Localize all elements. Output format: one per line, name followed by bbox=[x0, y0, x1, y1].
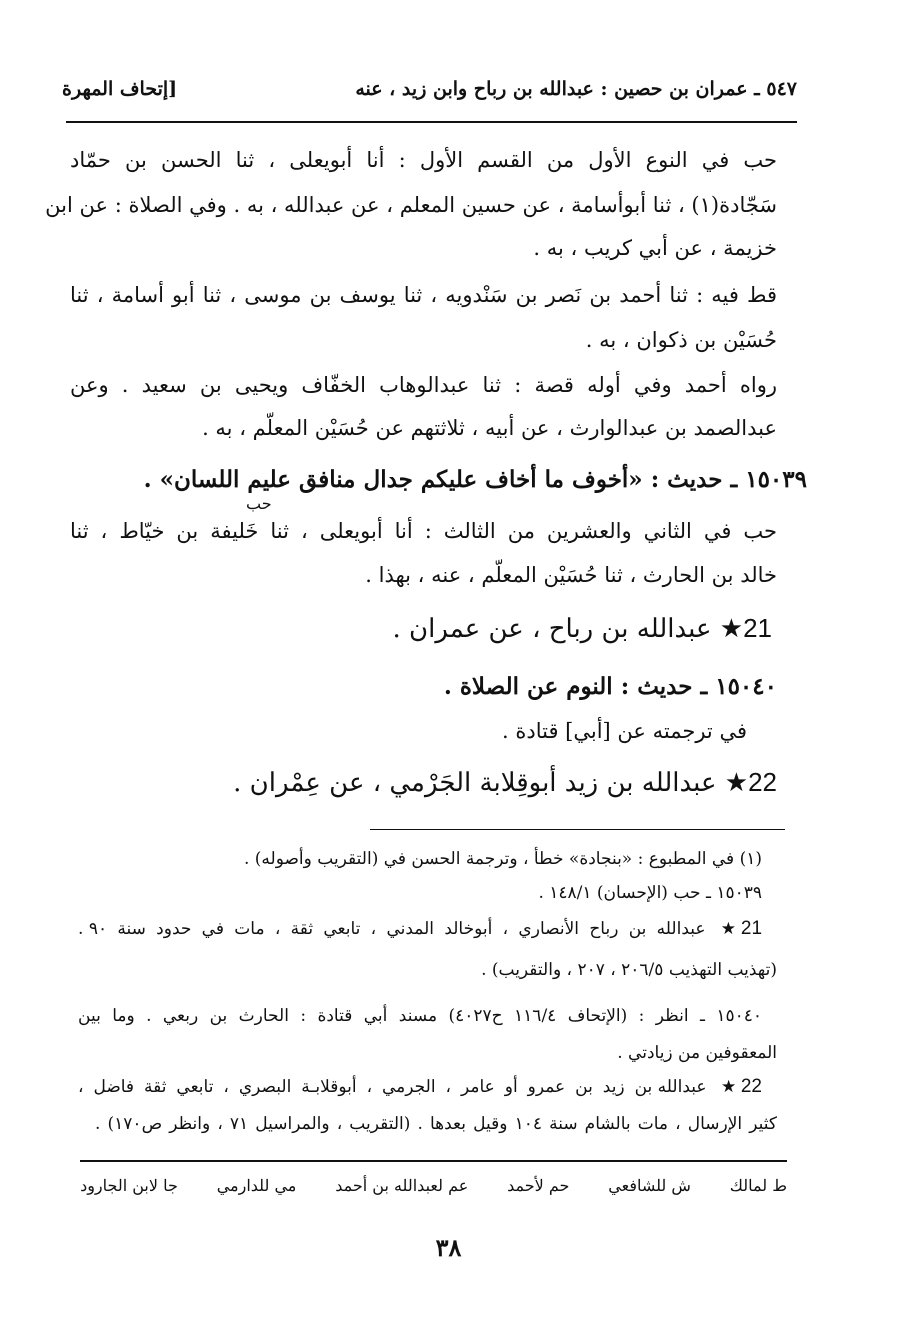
para1-line1: حب في النوع الأول من القسم الأول : أنا أبويعلى ، ثنا الحسن بن حمّاد bbox=[70, 148, 777, 172]
para2-line2: حُسَيْن بن ذكوان ، به . bbox=[585, 328, 777, 352]
star-icon: ★ bbox=[724, 768, 749, 798]
para3-line1: رواه أحمد وفي أوله قصة : ثنا عبدالوهاب الخفّاف ويحيى بن سعيد . وعن bbox=[70, 373, 777, 397]
narrator-22-heading bbox=[233, 763, 777, 802]
abbreviation-rule bbox=[80, 1160, 787, 1162]
footnote-15040-line2: المعقوفين من زيادتي . bbox=[617, 1043, 777, 1063]
narrator-21-number: 21 bbox=[743, 613, 772, 643]
narrator-21-heading bbox=[393, 610, 772, 647]
footnote-rule bbox=[370, 829, 785, 830]
footnote-15040-line1: ١٥٠٤٠ ـ انظر : (الإتحاف ١١٦/٤ ح٤٠٢٧) مسند أبي قتادة : الحارث بن ربعي . وما بين bbox=[78, 1006, 762, 1026]
para3-line2: عبدالصمد بن عبدالوارث ، عن أبيه ، ثلاثتهم عن حُسَيْن المعلّم ، به . bbox=[202, 416, 777, 440]
hadith-15039-source-mark: حب bbox=[246, 494, 272, 513]
star-icon: ★ bbox=[716, 1077, 741, 1097]
narrator-22-number: 22 bbox=[748, 767, 777, 797]
hadith-15040-title: ١٥٠٤٠ ـ حديث : النوم عن الصلاة . bbox=[443, 673, 777, 700]
abbr-ibn-jarud: جا لابن الجارود bbox=[80, 1176, 178, 1195]
narrator-21-text: عبدالله بن رباح ، عن عمران . bbox=[392, 614, 712, 644]
footnote-21-line2: (تهذيب التهذيب ٢٠٦/٥ ، ٢٠٧ ، والتقريب) . bbox=[481, 960, 777, 980]
footnote-1: (١) في المطبوع : «بنجادة» خطأ ، وترجمة الحسن في (التقريب وأصوله) . bbox=[243, 849, 762, 869]
page-number: ٣٨ bbox=[435, 1233, 462, 1262]
star-icon: ★ bbox=[715, 919, 741, 939]
running-header-title: ٥٤٧ ـ عمران بن حصين : عبدالله بن رباح وابن زيد ، عنه bbox=[355, 78, 797, 100]
header-rule bbox=[66, 121, 797, 123]
hadith-15040-text: في ترجمته عن [أبي] قتادة . bbox=[502, 719, 747, 743]
narrator-22-text: عبدالله بن زيد أبوقِلابة الجَرْمي ، عن عِمْران . bbox=[233, 768, 717, 798]
abbreviation-legend bbox=[80, 1172, 787, 1200]
para2-line1: قط فيه : ثنا أحمد بن نَصر بن سَنْدويه ، ثنا يوسف بن موسى ، ثنا أبو أسامة ، ثنا bbox=[70, 283, 777, 307]
abbr-darimi: مي للدارمي bbox=[216, 1176, 297, 1195]
footnote-21-text: عبدالله بن رباح الأنصاري ، أبوخالد المدني ، تابعي ثقة ، مات في حدود سنة ٩٠ . bbox=[78, 919, 706, 939]
star-icon: ★ bbox=[719, 614, 744, 644]
footnote-22-line1 bbox=[78, 1074, 762, 1100]
hadith-15039-title: ١٥٠٣٩ ـ حديث : «أخوف ما أخاف عليكم جدال منافق عليم اللسان» . bbox=[143, 466, 807, 493]
para1-line2: سَجّادة(١) ، ثنا أبوأسامة ، عن حسين المعلم ، عن عبدالله ، به . وفي الصلاة : عن ابن bbox=[45, 193, 777, 217]
footnote-21-line1 bbox=[78, 916, 762, 942]
abbr-abdullah-ibn-ahmad: عم لعبدالله بن أحمد bbox=[335, 1176, 469, 1195]
footnote-22-line2: كثير الإرسال ، مات بالشام سنة ١٠٤ وقيل بعدها . (التقريب ، والمراسيل ٧١ ، وانظر ص١٧٠) . bbox=[95, 1114, 777, 1134]
running-header-book: [إتحاف المهرة bbox=[62, 78, 178, 100]
abbr-malik: ط لمالك bbox=[729, 1176, 787, 1195]
footnote-22-text: عبدالله بن زيد بن عمرو أو عامر ، الجرمي ، أبوقلابـة البصري ، تابعي ثقة فاضل ، bbox=[78, 1077, 707, 1097]
hadith-15039-line2: خالد بن الحارث ، ثنا حُسَيْن المعلّم ، عنه ، بهذا . bbox=[365, 563, 777, 587]
hadith-15039-line1: حب في الثاني والعشرين من الثالث : أنا أبويعلى ، ثنا خَليفة بن خيّاط ، ثنا bbox=[70, 519, 777, 543]
footnote-15039: ١٥٠٣٩ ـ حب (الإحسان) ١٤٨/١ . bbox=[538, 883, 762, 903]
abbr-shafii: ش للشافعي bbox=[608, 1176, 691, 1195]
footnote-21-number: 21 bbox=[740, 918, 763, 939]
abbr-ahmad: حم لأحمد bbox=[507, 1176, 570, 1195]
footnote-22-number: 22 bbox=[740, 1076, 762, 1097]
para1-line3: خزيمة ، عن أبي كريب ، به . bbox=[533, 236, 777, 260]
